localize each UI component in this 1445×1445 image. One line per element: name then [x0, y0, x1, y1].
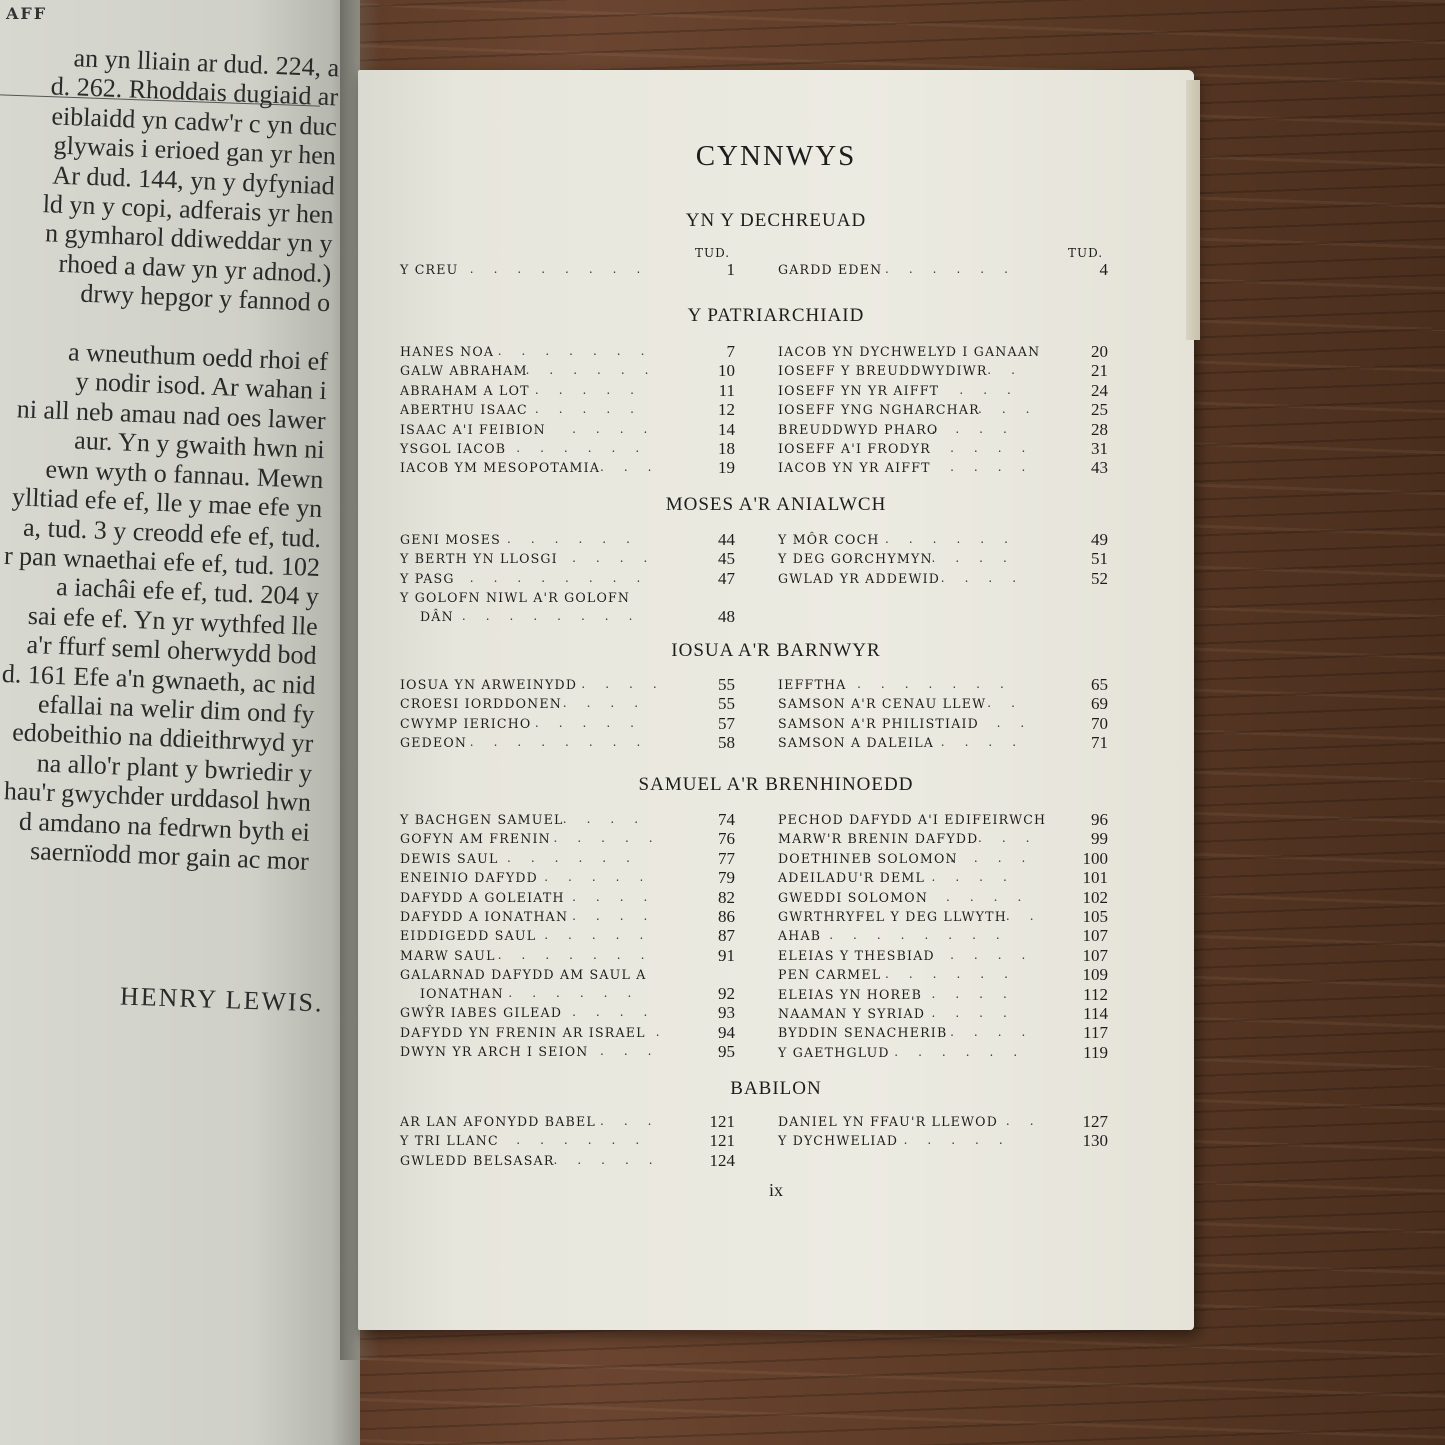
dot-leader: .... [931, 986, 1027, 1001]
toc-entry-title: DOETHINEB SOLOMON [778, 850, 958, 866]
toc-entry [778, 1112, 1108, 1131]
toc-entry-title: ABERTHU ISAAC [400, 402, 528, 418]
dot-leader: ...... [885, 967, 1028, 982]
toc-entry-title: ISAAC A'I FEIBION [400, 421, 546, 437]
toc-entry-page: 7 [726, 342, 735, 361]
toc-entry-title: IOSEFF YN YR AIFFT [778, 382, 940, 398]
toc-entry-page: 51 [1091, 549, 1108, 569]
toc-entry [778, 569, 1108, 588]
toc-entry [778, 1023, 1108, 1042]
toc-entry [778, 1004, 1108, 1023]
signature: HENRY LEWIS. [119, 981, 325, 1018]
dot-leader: ...... [894, 1044, 1038, 1059]
toc-entry-title: ELEIAS Y THESBIAD [778, 947, 935, 963]
toc-entry-page: 124 [709, 1150, 735, 1170]
toc-entry [778, 342, 1108, 361]
toc-entry-page: 127 [1082, 1112, 1108, 1131]
toc-entry-page: 92 [718, 984, 735, 1004]
toc-entry [778, 1043, 1108, 1062]
dot-leader: ... [959, 382, 1031, 397]
toc-entry-title: GWLEDD BELSASAR [400, 1152, 555, 1168]
toc-entry [400, 361, 735, 380]
toc-entry [400, 810, 735, 829]
toc-entry [778, 985, 1108, 1004]
toc-column-right [778, 342, 1108, 478]
toc-entry-page: 74 [718, 810, 735, 829]
dot-leader: .... [931, 870, 1027, 885]
running-head-fragment: AFF [6, 4, 48, 23]
dot-leader: .. [1005, 908, 1054, 923]
preface-line: saernïodd mor gain ac mor [29, 836, 310, 876]
dot-leader: ....... [497, 947, 665, 962]
toc-column-left [400, 260, 735, 279]
toc-entry [400, 569, 735, 588]
toc-entry-title: NAAMAN Y SYRIAD [778, 1005, 926, 1021]
toc-entry-title: HANES NOA [400, 344, 495, 359]
toc-entry-title: Y CREU [400, 262, 459, 277]
dot-leader: .... [562, 696, 659, 711]
toc-entry-page: 44 [718, 530, 735, 549]
toc-column-right [778, 675, 1108, 753]
toc-column-right [778, 260, 1108, 279]
dot-leader: ........ [829, 928, 1020, 943]
dot-leader: ....... [497, 344, 665, 358]
toc-entry-page: 130 [1082, 1131, 1108, 1151]
toc-entry-page: 58 [718, 733, 735, 753]
dot-leader: ... [978, 402, 1050, 417]
toc-entry-page: 119 [1083, 1042, 1108, 1062]
toc-entry-page: 117 [1083, 1023, 1108, 1043]
toc-entry-page: 87 [718, 926, 735, 946]
toc-entry [400, 342, 735, 361]
toc-entry-title: SAMSON A'R PHILISTIAID [778, 715, 979, 731]
toc-entry [400, 381, 735, 400]
dot-leader: .... [950, 1025, 1046, 1040]
dot-leader: .. [1005, 1114, 1054, 1128]
toc-entry-page: 45 [718, 549, 735, 569]
dot-leader: ...... [525, 363, 669, 378]
dot-leader: ..... [903, 1133, 1023, 1148]
dot-leader: .... [931, 551, 1027, 566]
toc-column-left [400, 810, 735, 1061]
section-heading: IOSUA A'R BARNWYR [671, 640, 881, 661]
toc-entry [400, 1003, 735, 1022]
toc-entry-page: 99 [1091, 829, 1108, 849]
toc-entry-title: IOSEFF YNG NGHARCHAR [778, 402, 980, 418]
toc-entry-page: 121 [709, 1112, 735, 1131]
toc-column-left [400, 530, 735, 626]
dot-leader: ..... [534, 402, 654, 417]
dot-leader: ...... [507, 532, 650, 546]
dot-leader: ........ [469, 570, 661, 585]
toc-entry [400, 733, 735, 752]
toc-entry [778, 361, 1108, 380]
toc-entry-title: DEWIS SAUL [400, 850, 499, 866]
toc-entry-title: GARDD EDEN [778, 262, 883, 277]
toc-entry-title: GALARNAD DAFYDD AM SAUL A [400, 967, 647, 983]
preface-line: hau'r gwychder urddasol hwn [3, 776, 312, 818]
page-number: ix [768, 1180, 783, 1200]
toc-entry [400, 965, 735, 1003]
dot-leader: ..... [544, 870, 664, 885]
toc-entry [778, 381, 1108, 400]
toc-entry-page: 47 [718, 568, 735, 588]
toc-entry [400, 926, 735, 945]
dot-leader: .... [581, 677, 677, 691]
toc-entry [778, 400, 1108, 419]
dot-leader: .... [572, 551, 668, 566]
preface-line: ld yn y copi, adferais yr hen [42, 189, 335, 230]
toc-entry-title: DAFYDD A IONATHAN [400, 908, 569, 924]
dot-leader: .... [931, 1005, 1027, 1020]
dot-leader: .. [996, 715, 1045, 730]
preface-line: na allo'r plant y bwriedir y [36, 748, 313, 788]
toc-entry-title: CROESI IORDDONEN [400, 696, 562, 712]
toc-entry-title: GWEDDI SOLOMON [778, 889, 929, 905]
toc-entry-page: 4 [1099, 260, 1108, 279]
toc-entry-title: IACOB YN YR AIFFT [778, 460, 931, 476]
dot-leader: .... [950, 850, 1046, 865]
toc-entry-title: EIDDIGEDD SAUL [400, 928, 537, 944]
toc-entry-page: 91 [718, 945, 735, 965]
dot-leader: .... [940, 735, 1037, 750]
preface-line: Ar dud. 144, yn y dyfyniad [51, 160, 336, 200]
toc-entry [400, 849, 735, 868]
toc-entry-title-cont: DÂN [420, 609, 454, 625]
preface-line: efallai na welir dim ond fy [37, 689, 315, 729]
toc-entry-title: DWYN YR ARCH I SEION [400, 1043, 589, 1059]
preface-line: an yn lliain ar dud. 224, a [73, 43, 340, 83]
toc-entry-page: 112 [1083, 984, 1108, 1004]
preface-line: rhoed a daw yn yr adnod.) [58, 248, 332, 289]
toc-entry-page: 70 [1091, 713, 1108, 733]
preface-line: aur. Yn y gwaith hwn ni [73, 425, 326, 465]
preface-line: d. 161 Efe a'n gwnaeth, ac nid [1, 658, 317, 700]
toc-entry-title: IOSUA YN ARWEINYDD [400, 677, 578, 692]
toc-entry [400, 888, 735, 907]
toc-entry-title: Y BACHGEN SAMUEL [400, 812, 564, 827]
toc-entry-page: 65 [1091, 675, 1108, 694]
toc-entry [400, 1131, 735, 1150]
toc-entry [778, 420, 1108, 439]
toc-column-left [400, 675, 735, 753]
toc-column-left [400, 1112, 735, 1170]
toc-entry-page: 55 [718, 694, 735, 714]
toc-entry-page: 14 [718, 419, 735, 439]
toc-column-right [778, 530, 1108, 588]
toc-column-right [778, 1112, 1108, 1151]
dot-leader: ... [600, 1114, 672, 1128]
toc-entry-title: MARW'R BRENIN DAFYDD [778, 831, 979, 847]
toc-entry [778, 926, 1108, 945]
preface-line: d amdano na fedrwn byth ei [18, 806, 311, 847]
toc-entry [778, 694, 1108, 713]
dot-leader: .. [987, 696, 1035, 711]
toc-entry [400, 868, 735, 887]
toc-entry [778, 675, 1108, 694]
toc-entry-page: 12 [718, 400, 735, 420]
dot-leader: .... [931, 421, 1027, 436]
dot-leader: ..... [544, 928, 664, 943]
toc-entry-title: DANIEL YN FFAU'R LLEWOD [778, 1114, 999, 1129]
toc-entry-page: 121 [709, 1131, 735, 1151]
toc-entry [400, 588, 735, 626]
toc-entry-page: 20 [1091, 342, 1108, 361]
toc-entry [400, 458, 735, 477]
preface-line: sai efe ef. Yn yr wythfed lle [27, 600, 319, 641]
contents-page [358, 70, 1194, 1330]
dot-leader: .... [950, 947, 1046, 962]
toc-entry [778, 530, 1108, 549]
toc-entry-title: PEN CARMEL [778, 967, 882, 983]
toc-entry-title: Y DYCHWELIAD [778, 1133, 899, 1149]
toc-entry-title: IOSEFF Y BREUDDWYDIWR [778, 363, 988, 379]
tud-label-left: TUD. [695, 246, 731, 260]
toc-entry [778, 714, 1108, 733]
dot-leader: ..... [553, 1152, 673, 1167]
toc-entry-title: ADEILADU'R DEML [778, 870, 926, 886]
dot-leader: ........ [469, 262, 661, 276]
preface-text [0, 40, 340, 876]
toc-entry [400, 907, 735, 926]
dot-leader: ...... [885, 532, 1028, 546]
dot-leader: ... [600, 460, 672, 475]
toc-entry-title: GWLAD YR ADDEWID [778, 570, 941, 586]
toc-column-left [400, 342, 735, 478]
toc-entry-page: 1 [726, 260, 735, 279]
toc-entry-title: GWRTHRYFEL Y DEG LLWYTH [778, 908, 1007, 924]
section-heading: YN Y DECHREUAD [685, 210, 867, 231]
toc-entry-page: 94 [718, 1022, 735, 1042]
toc-entry-title: IOSEFF A'I FRODYR [778, 440, 931, 456]
toc-entry-title: GWŶR IABES GILEAD [400, 1005, 563, 1021]
toc-entry [778, 849, 1108, 868]
dot-leader: ........ [461, 609, 653, 624]
toc-entry [778, 810, 1108, 829]
toc-entry-title: ENEINIO DAFYDD [400, 870, 538, 886]
dot-leader: ..... [534, 382, 654, 397]
toc-entry-title: MARW SAUL [400, 947, 496, 963]
toc-entry [778, 829, 1108, 848]
toc-entry [400, 946, 735, 965]
toc-entry [400, 714, 735, 733]
toc-entry-page: 49 [1091, 530, 1108, 549]
toc-entry-page: 114 [1083, 1003, 1108, 1023]
toc-entry-title: Y DEG GORCHYMYN [778, 551, 933, 567]
toc-entry [778, 946, 1108, 965]
dot-leader: ..... [922, 889, 1042, 904]
toc-entry-page: 105 [1082, 906, 1108, 926]
toc-entry [400, 260, 735, 279]
preface-line: y nodir isod. Ar wahan i [75, 367, 328, 406]
toc-entry-page: 96 [1091, 810, 1108, 829]
toc-entry-page: 109 [1082, 965, 1108, 985]
toc-entry [400, 1151, 735, 1170]
toc-entry-title: SAMSON A'R CENAU LLEW [778, 696, 987, 712]
toc-entry [778, 549, 1108, 568]
toc-entry-page: 79 [718, 868, 735, 888]
left-page [0, 0, 360, 1445]
dot-leader: ... [600, 1043, 672, 1058]
dot-leader: .... [572, 908, 668, 923]
section-heading: Y PATRIARCHIAID [687, 305, 865, 326]
toc-entry [400, 549, 735, 568]
toc-entry-page: 82 [718, 887, 735, 907]
toc-entry-title: DAFYDD YN FRENIN AR ISRAEL [400, 1024, 646, 1040]
toc-entry-page: 28 [1091, 419, 1108, 439]
dot-leader: .... [950, 440, 1046, 455]
preface-line: a wneuthum oedd rhoi ef [67, 337, 329, 377]
toc-entry-title: Y TRI LLANC [400, 1133, 499, 1149]
preface-line: eiblaidd yn cadw'r c yn duc [51, 101, 338, 142]
toc-entry [778, 1131, 1108, 1150]
dot-leader: ....... [857, 677, 1024, 691]
toc-entry-title-cont: IONATHAN [420, 986, 504, 1002]
toc-entry-title: GOFYN AM FRENIN [400, 831, 551, 847]
dot-leader: .... [950, 460, 1046, 475]
section-heading: SAMUEL A'R BRENHINOEDD [638, 774, 914, 795]
toc-entry [778, 907, 1108, 926]
toc-entry [400, 400, 735, 419]
toc-entry-title: PECHOD DAFYDD A'I EDIFEIRWCH [778, 812, 1047, 827]
toc-entry [400, 675, 735, 694]
dot-leader: .... [940, 570, 1037, 585]
toc-entry-page: 55 [718, 675, 735, 694]
preface-line: n gymharol ddiweddar yn y [44, 218, 333, 259]
toc-entry-title: IEFFTHA [778, 677, 847, 692]
toc-entry-page: 107 [1082, 945, 1108, 965]
toc-entry-title: ELEIAS YN HOREB [778, 986, 923, 1002]
toc-entry-title: Y GAETHGLUD [778, 1044, 890, 1060]
dot-leader: ..... [534, 715, 654, 730]
toc-entry [778, 439, 1108, 458]
toc-entry-page: 48 [718, 607, 735, 627]
preface-line: d. 262. Rhoddais dugiaid ar [50, 71, 339, 112]
section-heading: BABILON [730, 1078, 822, 1099]
toc-entry-page: 100 [1082, 848, 1108, 868]
toc-entry-title: ABRAHAM A LOT [400, 382, 530, 398]
preface-line: ewn wyth o fannau. Mewn [45, 454, 324, 494]
preface-line: a iachâi efe ef, tud. 204 y [55, 572, 320, 612]
toc-entry-title: CWYMP IERICHO [400, 715, 532, 731]
toc-entry-page: 21 [1091, 361, 1108, 381]
toc-entry [400, 420, 735, 439]
section-heading: MOSES A'R ANIALWCH [665, 494, 887, 515]
toc-entry [400, 829, 735, 848]
preface-line: glywais i erioed gan yr hen [53, 130, 337, 171]
toc-entry [778, 965, 1108, 984]
toc-entry [778, 260, 1108, 279]
toc-entry-title: SAMSON A DALEILA [778, 735, 935, 751]
toc-entry-page: 76 [718, 829, 735, 849]
toc-entry-title: GALW ABRAHAM [400, 363, 528, 379]
toc-column-right [778, 810, 1108, 1062]
dot-leader: ...... [516, 440, 660, 455]
toc-entry-page: 52 [1091, 568, 1108, 588]
dot-leader: ...... [507, 850, 650, 865]
toc-entry-title: GEDEON [400, 735, 468, 751]
toc-entry-page: 86 [718, 906, 735, 926]
toc-entry [400, 530, 735, 549]
toc-entry-title: AHAB [778, 928, 822, 944]
toc-entry-title: Y PASG [400, 570, 455, 586]
preface-line: ni all neb amau nad oes lawer [16, 394, 327, 436]
toc-entry-page: 93 [718, 1003, 735, 1023]
toc-entry-page: 19 [718, 458, 735, 478]
toc-entry-page: 57 [718, 713, 735, 733]
toc-entry [778, 888, 1108, 907]
toc-entry-page: 25 [1091, 400, 1108, 420]
toc-entry [400, 1042, 735, 1061]
toc-entry-page: 71 [1091, 733, 1108, 753]
tud-label-right: TUD. [1068, 246, 1104, 260]
toc-entry-title: BREUDDWYD PHARO [778, 421, 939, 437]
toc-entry-page: 102 [1082, 887, 1108, 907]
toc-entry-title: IACOB YM MESOPOTAMIA [400, 460, 601, 476]
dot-leader: .... [572, 889, 668, 904]
toc-entry-title: BYDDIN SENACHERIB [778, 1025, 948, 1041]
preface-line: edobeithio na ddieithrwyd yr [11, 717, 314, 759]
toc-entry-page: 107 [1082, 926, 1108, 946]
toc-entry-page: 31 [1091, 438, 1108, 458]
toc-entry-title: DAFYDD A GOLEIATH [400, 889, 565, 905]
toc-entry-page: 11 [718, 380, 735, 400]
dot-leader: ..... [553, 831, 673, 846]
preface-line: r pan wnaethai efe ef, tud. 102 [3, 540, 321, 582]
dot-leader: ... [978, 831, 1050, 846]
toc-entry-title: IACOB YN DYCHWELYD I GANAAN [778, 344, 1041, 359]
dot-leader: .... [572, 421, 668, 436]
page-title: CYNNWYS [695, 140, 857, 172]
toc-entry [400, 1023, 735, 1042]
dot-leader: ...... [508, 986, 652, 1001]
toc-entry-title: GENI MOSES [400, 532, 501, 547]
toc-entry-page: 69 [1091, 694, 1108, 714]
dot-leader: .... [562, 812, 659, 826]
toc-entry-page: 101 [1082, 868, 1108, 888]
preface-line: a, tud. 3 y creodd efe ef, tud. [22, 512, 322, 553]
toc-entry-title: Y MÔR COCH [778, 532, 880, 547]
toc-entry-page: 43 [1091, 458, 1108, 478]
toc-entry-title: YSGOL IACOB [400, 440, 507, 456]
toc-entry-page: 10 [718, 361, 735, 381]
toc-entry [778, 868, 1108, 887]
dot-leader: ........ [469, 735, 661, 750]
dot-leader: .... [572, 1005, 668, 1020]
preface-line: ylltiad efe ef, lle y mae efe yn [11, 482, 323, 524]
toc-entry-title: AR LAN AFONYDD BABEL [400, 1114, 596, 1129]
toc-entry [400, 1112, 735, 1131]
toc-entry-title: Y BERTH YN LLOSGI [400, 551, 558, 567]
toc-entry [778, 733, 1108, 752]
toc-entry-page: 24 [1091, 380, 1108, 400]
preface-line: drwy hepgor y fannod o [79, 278, 331, 318]
toc-entry-page: 95 [718, 1041, 735, 1061]
dot-leader: . [655, 1024, 680, 1039]
toc-entry [400, 694, 735, 713]
dot-leader: .. [987, 363, 1035, 378]
toc-entry-page: 77 [718, 848, 735, 868]
dot-leader: ...... [885, 262, 1028, 276]
toc-entry-title: Y GOLOFN NIWL A'R GOLOFN [400, 590, 631, 606]
toc-entry-page: 18 [718, 438, 735, 458]
preface-line: a'r ffurf seml oherwydd bod [26, 629, 318, 671]
dot-leader: ...... [516, 1133, 660, 1148]
toc-entry [400, 439, 735, 458]
toc-entry [778, 458, 1108, 477]
